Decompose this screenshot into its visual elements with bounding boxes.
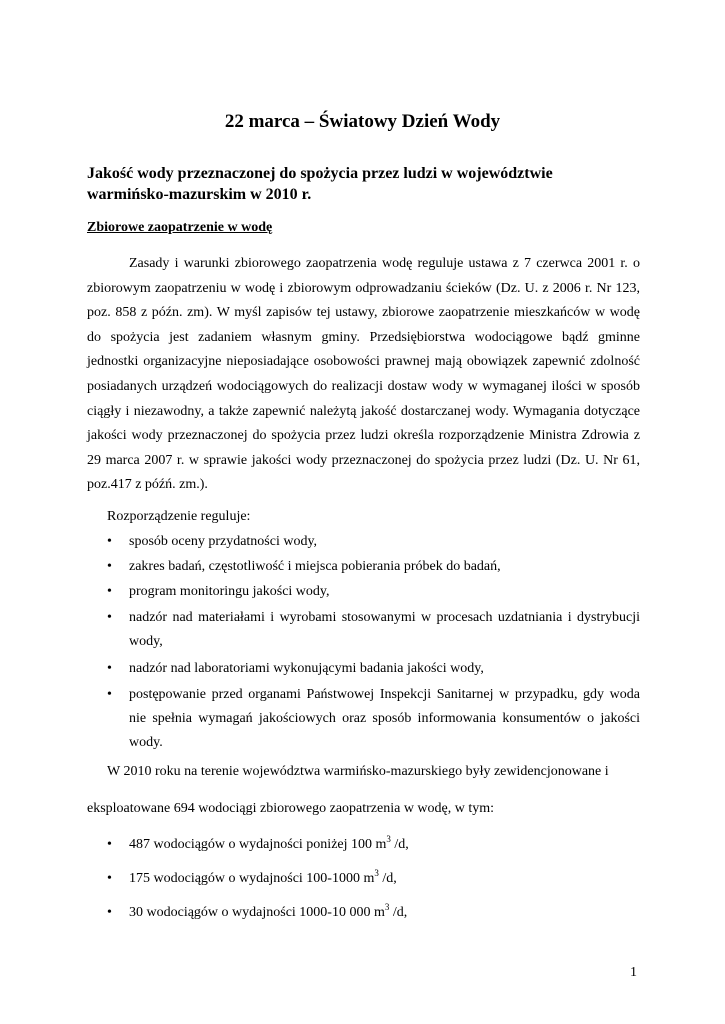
document-title: 22 marca – Światowy Dzień Wody [224,111,501,132]
regulation-item: postępowanie przed organami Państwowej Inspekcji Sanitarnej w przypadku, gdy woda nie spełnia wymagań jakościowych oraz sposób informowania konsumentów o jakości wody. [129,687,640,750]
regulation-intro: Rozporządzenie reguluje: [107,509,251,524]
subtitle-line-1: Jakość wody przeznaczonej do spożycia przez ludzi w województwie [87,165,553,182]
bullet-icon: • [107,837,112,852]
regulation-item: nadzór nad materiałami i wyrobami stosowanymi w procesach uzdatniania i dystrybucji wody, [129,610,640,649]
document-subtitle [87,163,647,205]
bullet-icon: • [107,534,112,549]
capacity-item-suffix: /d, [390,837,409,852]
capacity-item-text: 487 wodociągów o wydajności poniżej 100 m [129,837,387,852]
paragraph2-line-2: eksploatowane 694 wodociągi zbiorowego zaopatrzenia w wodę, w tym: [87,801,495,816]
bullet-icon: • [107,905,112,920]
capacity-item-superscript: 3 [386,834,391,844]
subtitle-line-2: warmińsko-mazurskim w 2010 r. [87,186,312,203]
regulation-item: sposób oceny przydatności wody, [129,534,318,549]
regulation-item: nadzór nad laboratoriami wykonującymi badania jakości wody, [129,661,484,676]
capacity-item-text: 175 wodociągów o wydajności 100-1000 m [129,871,375,886]
capacity-item [129,833,409,857]
capacity-item-superscript: 3 [384,902,390,912]
capacity-item-text: 30 wodociągów o wydajności 1000-10 000 m [129,905,385,920]
capacity-item-superscript: 3 [374,868,379,878]
section-heading: Zbiorowe zaopatrzenie w wodę [87,220,273,235]
capacity-item [129,901,407,925]
bullet-icon: • [107,687,112,702]
bullet-icon: • [107,610,112,625]
bullet-icon: • [107,871,112,886]
regulation-item: zakres badań, częstotliwość i miejsca pobierania próbek do badań, [129,559,501,574]
capacity-item-suffix: /d, [389,905,408,920]
page-number: 1 [630,965,637,980]
capacity-item [129,867,397,891]
intro-paragraph [87,252,640,498]
intro-paragraph-text: Zasady i warunki zbiorowego zaopatrzenia wodę reguluje ustawa z 7 czerwca 2001 r. o zbiorowym zaopatrzeniu w wodę i zbiorowym odprowadzaniu ścieków (Dz. U. z 2006 r. Nr 123, poz. 858 z późn. zm). W myśl zapisów tej ustawy, zbiorowe zaopatrzenie mieszkańców w wodę do spożycia jest zadaniem własnym gminy. Przedsiębiorstwa wodociągowe bądź gminne jednostki organizacyjne nieposiadające osobowości prawnej mają obowiązek zapewnić zdolność posiadanych urządzeń wodociągowych do realizacji dostaw wody w wymaganej ilości w sposób ciągły i niezawodny, a także zapewnić należytą jakość dostarczanej wody. Wymagania dotyczące jakości wody przeznaczonej do spożycia przez ludzi określa rozporządzenie Ministra Zdrowia z 29 marca 2007 r. w sprawie jakości wody przeznaczonej do spożycia przez ludzi (Dz. U. Nr 61, poz.417 z późń. zm.). [87,256,640,493]
bullet-icon: • [107,559,112,574]
bullet-icon: • [107,584,112,599]
capacity-item-suffix: /d, [378,871,397,886]
bullet-icon: • [107,661,112,676]
regulation-item: program monitoringu jakości wody, [129,584,330,599]
paragraph2-line-1: W 2010 roku na terenie województwa warmińsko-mazurskiego były zewidencjonowane i [107,764,609,779]
